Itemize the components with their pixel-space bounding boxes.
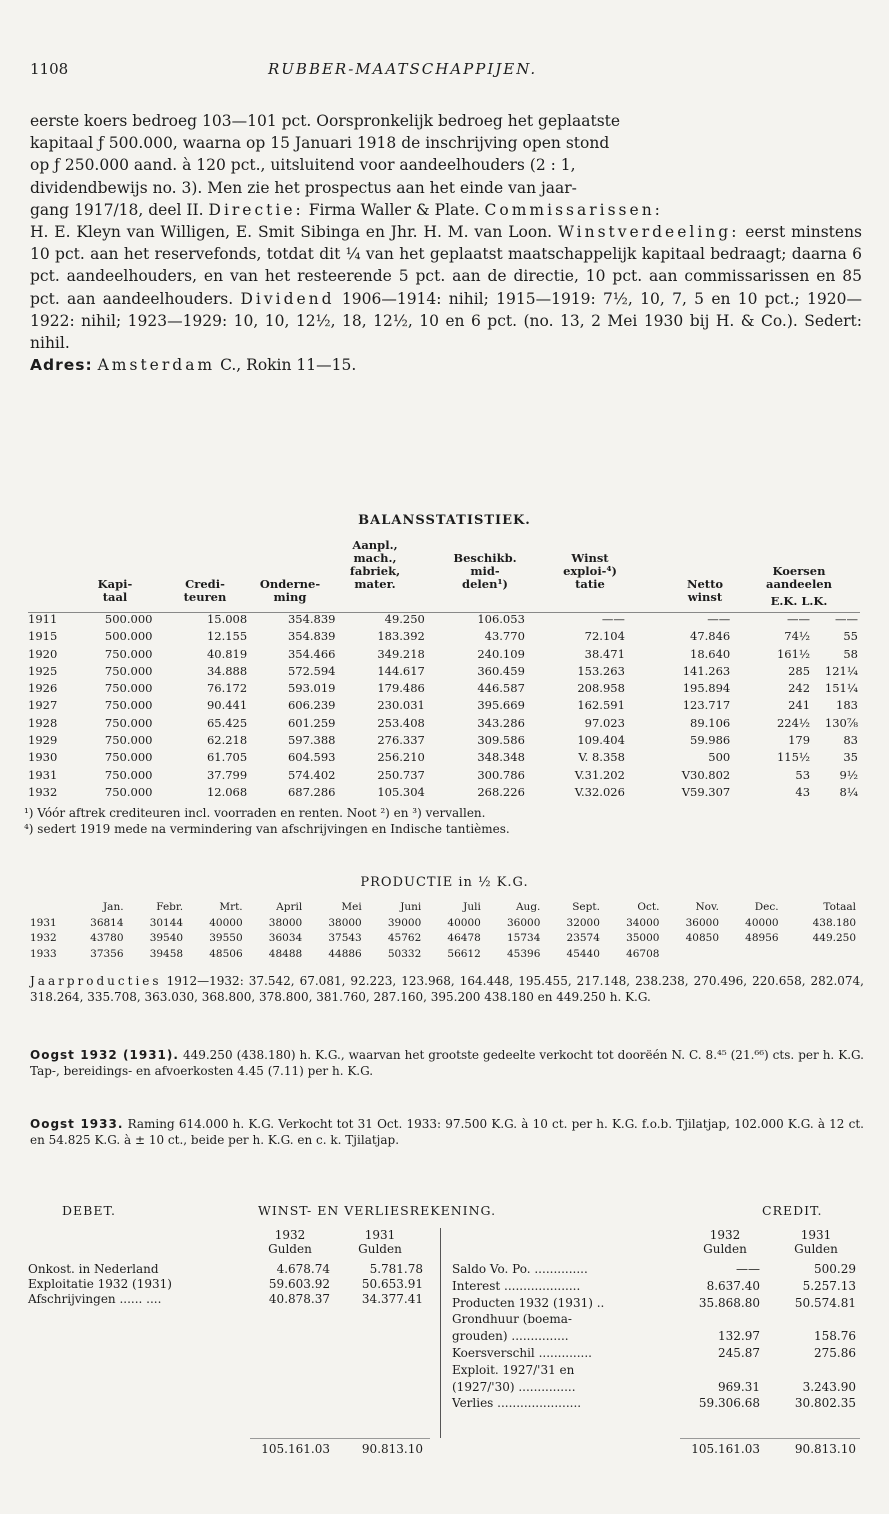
winstverdeeling-text: eerst minstens 10 pct. aan het reservefonds, totdat dit ¼ van het geplaatst maatschappelijk kapitaal bedraagt; daarna 6 pct. aandeelhouders, en van het resteerende 5 pct. aan de directie, 10 pct. aan commissarissen en 85 pct. aan aandeelhouders. xyxy=(30,223,863,308)
jaarproductie-text: 1912—1932: 37.542, 67.081, 92.223, 123.968, 164.448, 195.455, 217.148, 238.238, 270.496, 220.658, 282.074, 318.264, 335.708, 363.030, 368.800, 378.800, 381.760, 287.160, 395.200 438.180 en 449.250 h. K.G. xyxy=(30,974,864,1004)
balans-cell: V30.802 xyxy=(681,767,731,782)
intro-line xyxy=(30,199,862,221)
productie-cell xyxy=(779,947,856,963)
productie-row xyxy=(30,947,856,963)
oogst-1932-paragraph xyxy=(30,1048,864,1079)
productie-cell: 46708 xyxy=(626,947,660,960)
debet-col-1932: 1932 Gulden xyxy=(268,1228,312,1256)
productie-month-header: Aug. xyxy=(515,901,541,913)
balans-cell: 253.408 xyxy=(377,715,425,730)
balans-cell: 34.888 xyxy=(206,663,248,678)
productie-corner xyxy=(30,900,64,916)
wv-credit-label: CREDIT. xyxy=(762,1203,823,1218)
balans-cell: 61.705 xyxy=(206,750,248,765)
header-onderneming: Onderne- ming xyxy=(259,577,321,604)
debet-total-1932: 105.161.03 xyxy=(261,1442,330,1456)
wv-divider xyxy=(440,1228,441,1438)
productie-cell: 438.180 xyxy=(812,916,856,929)
balans-cell: 285 xyxy=(788,663,811,678)
balans-cell: 83 xyxy=(843,733,858,748)
credit-row-label: grouden) ............... xyxy=(452,1329,569,1344)
balans-cell: 348.348 xyxy=(477,750,525,765)
balans-cell: 500 xyxy=(708,750,731,765)
balans-cell: 750.000 xyxy=(104,715,153,730)
debet-row-label: Exploitatie 1932 (1931) xyxy=(28,1276,172,1291)
productie-month-header: Sept. xyxy=(572,901,600,913)
balans-year-cell: 1930 xyxy=(28,750,58,765)
balans-cell: 58 xyxy=(843,646,858,661)
productie-title: PRODUCTIE in ½ K.G. xyxy=(360,875,529,890)
wv-debet-label: DEBET. xyxy=(62,1203,116,1218)
balans-cell: 242 xyxy=(788,681,811,696)
commissarissen-label: Commissarissen: xyxy=(484,200,663,219)
productie-cell: 36000 xyxy=(685,916,720,929)
balans-cell: 354.839 xyxy=(287,629,336,644)
productie-cell: 40000 xyxy=(209,916,243,929)
balans-row xyxy=(28,611,858,628)
balans-cell: 183 xyxy=(836,698,858,713)
credit-row-1932: —— xyxy=(736,1262,760,1276)
productie-cell: 48488 xyxy=(268,947,303,960)
balans-cell: 162.591 xyxy=(577,698,625,713)
balans-title: BALANSSTATISTIEK. xyxy=(358,513,531,528)
balans-cell: 72.104 xyxy=(584,629,625,644)
oogst-1932-text: 449.250 (438.180) h. K.G., waarvan het grootste gedeelte verkocht tot doorëén N. C. 8.⁴⁵ (21.⁶⁶) cts. per h. K.G. Tap-, bereidings- en afvoerkosten 4.45 (7.11) per h. K.G. xyxy=(30,1048,864,1078)
balans-cell: 76.172 xyxy=(206,681,248,696)
debet-row-1932: 4.678.74 xyxy=(276,1262,330,1276)
productie-cell: 40850 xyxy=(685,932,720,944)
balans-cell: 121¼ xyxy=(824,663,858,678)
productie-cell: 39458 xyxy=(149,947,184,960)
balans-year-cell: 1911 xyxy=(28,612,58,626)
oogst-1933-label: Oogst 1933. xyxy=(30,1117,124,1131)
credit-row-1931: 500.29 xyxy=(814,1262,856,1276)
balans-year-cell: 1928 xyxy=(28,715,58,730)
credit-row-1932: 59.306.68 xyxy=(698,1396,760,1411)
productie-cell xyxy=(659,947,719,963)
balans-row xyxy=(28,697,858,714)
header-koersen: Koersen aandeelen xyxy=(766,564,832,591)
balans-cell: V. 8.358 xyxy=(578,750,625,765)
credit-total-rule xyxy=(680,1438,860,1439)
debet-total-rule xyxy=(250,1438,430,1439)
jaarproductie-label: Jaarproducties xyxy=(30,974,162,988)
balans-cell: 151¼ xyxy=(824,681,858,696)
balans-cell: 144.617 xyxy=(377,663,425,678)
productie-cell: 39550 xyxy=(209,932,243,944)
productie-month-header: Juni xyxy=(400,901,422,913)
balans-cell: 606.239 xyxy=(287,698,336,713)
balans-cell: 179.486 xyxy=(377,681,425,696)
productie-cell: 44886 xyxy=(328,947,362,960)
productie-cell: 36034 xyxy=(268,932,303,944)
productie-cell: 45440 xyxy=(566,947,600,960)
productie-cell: 39000 xyxy=(387,916,422,929)
productie-month-header: Mrt. xyxy=(219,901,243,913)
productie-cell: 36000 xyxy=(506,916,541,929)
productie-cell: 38000 xyxy=(268,916,303,929)
balans-cell: 574.402 xyxy=(287,767,336,782)
balans-cell: 161½ xyxy=(776,646,811,661)
intro-line: eerste koers bedroeg 103—101 pct. Oorspronkelijk bedroeg het geplaatste xyxy=(30,112,621,130)
productie-cell: 32000 xyxy=(566,916,600,929)
debet-row-1932: 40.878.37 xyxy=(268,1291,330,1306)
balans-year-cell: 1920 xyxy=(28,646,58,661)
credit-row-label: Interest .................... xyxy=(452,1278,581,1293)
balans-cell: 62.218 xyxy=(206,733,248,748)
productie-month-header: Juli xyxy=(463,901,481,913)
credit-row-1931: 50.574.81 xyxy=(794,1295,856,1310)
productie-month-header: Nov. xyxy=(695,901,720,913)
productie-year-cell: 1931 xyxy=(30,916,57,929)
balans-cell: 395.669 xyxy=(477,698,525,713)
balans-cell: 500.000 xyxy=(104,629,153,644)
balans-cell: 123.717 xyxy=(682,698,731,713)
productie-month-header: Oct. xyxy=(637,901,660,913)
productie-cell: 34000 xyxy=(626,916,660,929)
debet-row-1931: 5.781.78 xyxy=(369,1262,423,1276)
balans-cell: 141.263 xyxy=(682,663,731,678)
balans-cell: 130⅞ xyxy=(824,715,858,730)
balans-cell: 65.425 xyxy=(206,715,248,730)
dividend-label: Dividend xyxy=(240,289,335,308)
balans-cell: 8¼ xyxy=(839,784,858,799)
credit-row-1932: 132.97 xyxy=(718,1329,760,1344)
credit-row-label: Exploit. 1927/'31 en xyxy=(452,1362,575,1377)
productie-cell: 38000 xyxy=(328,916,362,929)
balans-cell: 15.008 xyxy=(206,612,248,626)
winstverdeeling-label: Winstverdeeling: xyxy=(557,223,740,242)
intro-line: kapitaal ƒ 500.000, waarna op 15 Januari 1918 de inschrijving open stond xyxy=(30,134,610,153)
balans-cell: 309.586 xyxy=(477,733,525,748)
productie-cell xyxy=(719,947,779,963)
balans-row xyxy=(28,749,858,766)
balans-row xyxy=(28,715,858,732)
directie-text: Firma Waller & Plate. xyxy=(308,200,480,219)
balans-cell: 47.846 xyxy=(690,629,731,644)
balans-cell: 750.000 xyxy=(104,784,153,799)
credit-row-1931: 5.257.13 xyxy=(802,1278,856,1293)
balans-row xyxy=(28,784,858,801)
company-description xyxy=(30,110,862,376)
balans-cell: —— xyxy=(787,612,811,626)
credit-row-1931: 3.243.90 xyxy=(802,1379,856,1394)
productie-cell: 45762 xyxy=(387,932,422,944)
balans-cell: 195.894 xyxy=(682,681,731,696)
productie-month-header: Mei xyxy=(341,901,362,913)
credit-row-label: Verlies ...................... xyxy=(452,1396,582,1411)
productie-month-header: Jan. xyxy=(102,901,124,913)
balans-cell: 750.000 xyxy=(104,733,153,748)
productie-cell: 36814 xyxy=(90,916,124,929)
credit-row-label: Grondhuur (boema- xyxy=(452,1312,572,1327)
balans-table xyxy=(28,611,858,801)
debet-row-label: Onkost. in Nederland xyxy=(28,1262,159,1276)
balans-cell: 241 xyxy=(788,698,811,713)
credit-col-1931: 1931 Gulden xyxy=(794,1228,838,1256)
balans-row xyxy=(28,767,858,784)
header-beschikbaar: Beschikb. mid- delen¹) xyxy=(453,551,517,591)
balans-cell: 230.031 xyxy=(377,698,425,713)
directie-label: Directie: xyxy=(208,200,304,219)
debet-row-label: Afschrijvingen ...... .... xyxy=(28,1291,162,1306)
oogst-1932-label: Oogst 1932 (1931). xyxy=(30,1048,179,1062)
balans-cell: 90.441 xyxy=(206,698,248,713)
balans-cell: V59.307 xyxy=(681,784,731,799)
oogst-1933-text: Raming 614.000 h. K.G. Verkocht tot 31 Oct. 1933: 97.500 K.G. à 10 ct. per h. K.G. f.o.b. Tjilatjap, 102.000 K.G. à 12 ct. en 54.825 K.G. à ± 10 ct., beide per h. K.G. en c. k. Tjilatjap. xyxy=(30,1117,864,1147)
balans-year-cell: 1927 xyxy=(28,698,58,713)
credit-row-1932: 245.87 xyxy=(718,1346,760,1360)
debet-row-1931: 50.653.91 xyxy=(361,1276,423,1291)
productie-cell: 40000 xyxy=(745,916,779,929)
productie-cell: 48506 xyxy=(209,947,243,960)
balans-cell: 115½ xyxy=(776,750,811,765)
balans-cell: 35 xyxy=(843,750,858,765)
balans-cell: 74½ xyxy=(784,629,811,644)
balans-cell: 250.737 xyxy=(377,767,425,782)
balans-cell: 153.263 xyxy=(577,663,625,678)
balans-cell: 18.640 xyxy=(690,646,731,661)
productie-cell: 46478 xyxy=(447,932,481,944)
balans-cell: 9½ xyxy=(839,767,858,782)
productie-cell: 40000 xyxy=(447,916,481,929)
balans-cell: 360.459 xyxy=(477,663,525,678)
balans-cell: V.32.026 xyxy=(574,784,625,799)
balans-cell: 354.839 xyxy=(287,612,336,626)
debet-row-1932: 59.603.92 xyxy=(268,1276,330,1291)
dividend-text: 1906—1914: nihil; 1915—1919: 7½, 10, 7, 5 en 10 pct.; 1920—1922: nihil; 1923—1929: 10, 10, 12½, 18, 12½, 10 en 6 pct. (no. 13, 2 Mei 1930 bij H. & Co.). Sedert: nihil. xyxy=(30,289,862,353)
credit-row-label: Saldo Vo. Po. .............. xyxy=(452,1262,588,1276)
balans-cell: 109.404 xyxy=(577,733,625,748)
balans-cell: 446.587 xyxy=(477,681,525,696)
balans-cell: 12.155 xyxy=(206,629,248,644)
page-number: 1108 xyxy=(30,60,69,78)
balans-cell: 300.786 xyxy=(477,767,525,782)
balans-cell: 343.286 xyxy=(477,715,525,730)
balans-cell: 354.466 xyxy=(287,646,336,661)
productie-cell: 449.250 xyxy=(812,932,856,944)
balans-cell: 687.286 xyxy=(287,784,336,799)
credit-row-1932: 969.31 xyxy=(718,1379,760,1394)
productie-cell: 45396 xyxy=(506,947,541,960)
credit-row-1931: 158.76 xyxy=(814,1329,856,1344)
header-crediteuren: Credi- teuren xyxy=(183,577,227,604)
balans-cell: 500.000 xyxy=(104,612,153,626)
productie-month-header: Febr. xyxy=(156,901,184,913)
productie-cell: 39540 xyxy=(149,932,184,944)
balans-row xyxy=(28,663,858,680)
adres-label: Adres: xyxy=(30,356,93,375)
balans-cell: 750.000 xyxy=(104,698,153,713)
intro-line-end: gang 1917/18, deel II. xyxy=(30,200,204,219)
balans-cell: 256.210 xyxy=(377,750,425,765)
productie-cell: 50332 xyxy=(387,947,422,960)
balans-year-cell: 1929 xyxy=(28,733,58,748)
balans-cell: 183.392 xyxy=(377,629,425,644)
productie-cell: 56612 xyxy=(447,947,481,960)
credit-row-1932: 35.868.80 xyxy=(698,1295,760,1310)
productie-row xyxy=(30,931,856,947)
balans-row xyxy=(28,732,858,749)
balans-cell: 53 xyxy=(795,767,811,782)
credit-row-label: Producten 1932 (1931) .. xyxy=(452,1295,605,1310)
productie-row xyxy=(30,916,856,932)
credit-row-1931: 30.802.35 xyxy=(794,1396,856,1411)
balans-cell: 43.770 xyxy=(484,629,525,644)
balans-cell: 89.106 xyxy=(690,715,731,730)
balans-row xyxy=(28,628,858,645)
balans-cell: 224½ xyxy=(776,715,811,730)
balans-row xyxy=(28,646,858,663)
balans-cell: 106.053 xyxy=(477,612,525,626)
header-netto-winst: Netto winst xyxy=(686,577,724,604)
balans-cell: V.31.202 xyxy=(574,767,625,782)
balans-year-cell: 1932 xyxy=(28,784,58,799)
balans-cell: —— xyxy=(707,612,731,626)
intro-line: dividendbewijs no. 3). Men zie het prospectus aan het einde van jaar- xyxy=(30,178,577,197)
intro-line: op ƒ 250.000 aand. à 120 pct., uitsluitend voor aandeelhouders (2 : 1, xyxy=(30,156,576,175)
productie-cell: 30144 xyxy=(149,916,184,929)
header-winst-exploitatie: Winst exploi-⁴) tatie xyxy=(563,551,617,591)
oogst-1933-paragraph xyxy=(30,1117,864,1148)
header-kapitaal: Kapi- taal xyxy=(97,577,133,604)
balans-cell: 43 xyxy=(795,784,811,799)
balans-cell: 597.388 xyxy=(287,733,336,748)
productie-year-cell: 1933 xyxy=(30,947,57,960)
balans-cell: 750.000 xyxy=(104,646,153,661)
balans-cell: 572.594 xyxy=(287,663,336,678)
balans-cell: 49.250 xyxy=(384,612,425,626)
balans-year-cell: 1925 xyxy=(28,663,58,678)
balans-cell: —— xyxy=(835,612,858,626)
balans-cell: 750.000 xyxy=(104,681,153,696)
header-aanplant: Aanpl., mach., fabriek, mater. xyxy=(349,538,401,591)
adres-line xyxy=(30,354,862,376)
balans-cell: 601.259 xyxy=(287,715,336,730)
balans-cell: 55 xyxy=(843,629,858,644)
balans-cell: 750.000 xyxy=(104,767,153,782)
credit-total-1931: 90.813.10 xyxy=(794,1442,856,1456)
productie-cell: 37356 xyxy=(90,947,124,960)
balans-cell: 38.471 xyxy=(584,646,625,661)
balans-cell: 40.819 xyxy=(206,646,248,661)
header-ek-lk: E.K. L.K. xyxy=(770,594,828,608)
adres-city: Amsterdam xyxy=(97,356,216,375)
productie-cell: 15734 xyxy=(506,932,541,944)
balans-year-cell: 1926 xyxy=(28,681,58,696)
debet-row-1931: 34.377.41 xyxy=(361,1291,423,1306)
balans-year-cell: 1915 xyxy=(28,629,58,644)
balans-cell: 179 xyxy=(788,733,811,748)
balans-cell: 750.000 xyxy=(104,663,153,678)
commissarissen-text: H. E. Kleyn van Willigen, E. Smit Sibinga en Jhr. H. M. van Loon. xyxy=(30,223,553,242)
credit-row-1932: 8.637.40 xyxy=(706,1278,760,1293)
credit-row-1931: 275.86 xyxy=(814,1346,856,1360)
productie-month-header: Totaal xyxy=(823,901,856,913)
debet-col-1931: 1931 Gulden xyxy=(358,1228,402,1256)
balans-cell: 750.000 xyxy=(104,750,153,765)
debet-total-1931: 90.813.10 xyxy=(361,1442,423,1456)
balans-cell: 208.958 xyxy=(577,681,625,696)
balans-cell: 268.226 xyxy=(477,784,525,799)
commissarissen-paragraph xyxy=(30,221,862,354)
adres-rest: C., Rokin 11—15. xyxy=(220,356,357,375)
running-title: RUBBER-MAATSCHAPPIJEN. xyxy=(268,60,538,78)
balans-cell: 37.799 xyxy=(206,767,248,782)
balans-cell: 604.593 xyxy=(287,750,336,765)
balans-cell: 240.109 xyxy=(477,646,525,661)
balans-year-cell: 1931 xyxy=(28,767,58,782)
productie-cell: 37543 xyxy=(328,932,362,944)
productie-cell: 48956 xyxy=(745,932,779,944)
credit-total-1932: 105.161.03 xyxy=(691,1442,760,1456)
credit-row-label: Koersverschil .............. xyxy=(452,1346,592,1360)
productie-cell: 23574 xyxy=(566,932,600,944)
balans-cell: 276.337 xyxy=(377,733,425,748)
credit-row-label: (1927/'30) ............... xyxy=(452,1379,576,1394)
productie-year-cell: 1932 xyxy=(30,932,57,944)
jaarproductie-paragraph xyxy=(30,974,864,1005)
balans-cell: 105.304 xyxy=(377,784,425,799)
productie-cell: 43780 xyxy=(90,932,124,944)
productie-month-header: April xyxy=(276,901,303,913)
balans-cell: 12.068 xyxy=(206,784,248,799)
balans-cell: 59.986 xyxy=(690,733,731,748)
balans-cell: 349.218 xyxy=(377,646,425,661)
balans-note: ⁴) sedert 1919 mede na vermindering van afschrijvingen en Indische tantièmes. xyxy=(24,822,510,836)
balans-cell: 593.019 xyxy=(287,681,336,696)
credit-col-1932: 1932 Gulden xyxy=(703,1228,747,1256)
productie-table xyxy=(30,900,856,962)
balans-note: ¹) Vóór aftrek crediteuren incl. voorraden en renten. Noot ²) en ³) vervallen. xyxy=(24,806,486,820)
productie-cell: 35000 xyxy=(626,932,660,944)
wv-title: WINST- EN VERLIESREKENING. xyxy=(258,1203,497,1218)
productie-month-header: Dec. xyxy=(754,901,779,913)
balans-row xyxy=(28,680,858,697)
balans-cell: 97.023 xyxy=(584,715,625,730)
balans-cell: —— xyxy=(601,612,625,626)
